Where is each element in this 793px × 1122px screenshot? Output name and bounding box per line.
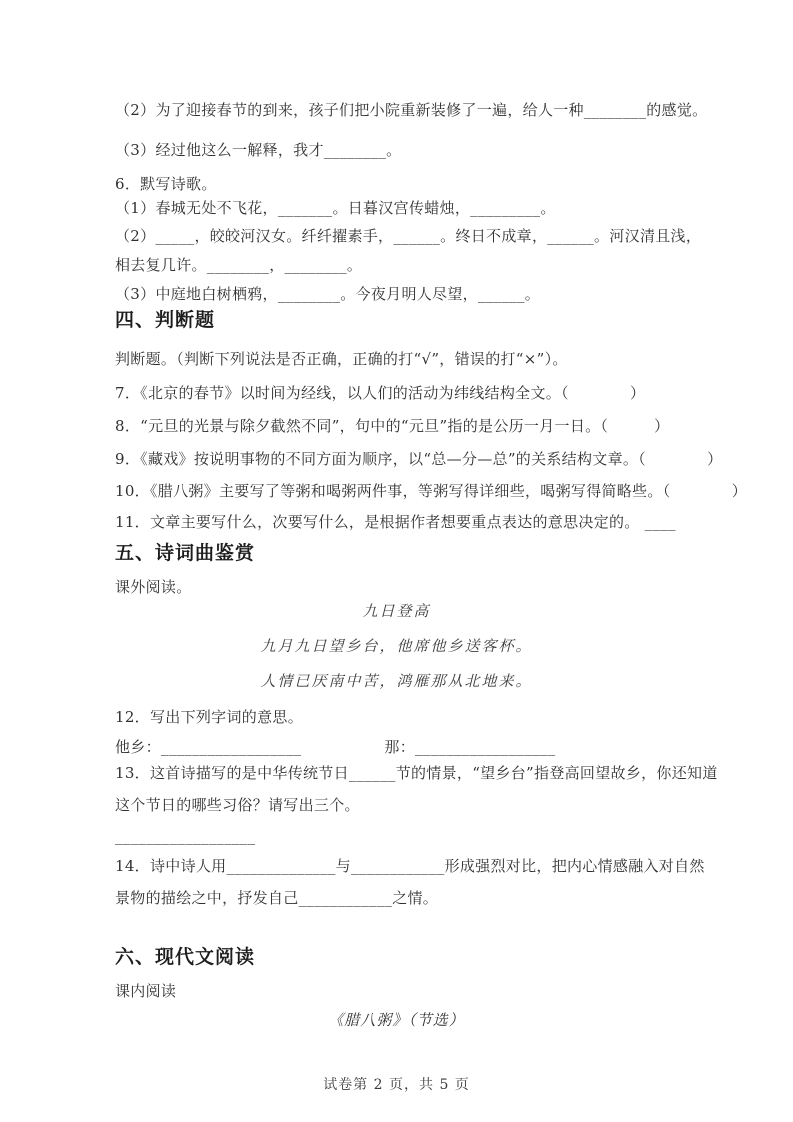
question-6-item-2-line-1: （2）_____，皎皎河汉女。纤纤擢素手，______。终日不成章，______。河汉清且浅， [115,227,702,245]
poem-title: 九日登高 [362,602,431,620]
question-5-item-3: （3）经过他这么一解释，我才________。 [115,141,402,159]
question-10: 10．《腊八粥》主要写了等粥和喝粥两件事，等粥写得详细些，喝粥写得简略些。（ ） [115,482,747,500]
question-6-stem: 6．默写诗歌。 [115,175,217,193]
question-6-item-2-line-2: 相去复几许。________，________。 [115,256,363,274]
question-9: 9．《藏戏》按说明事物的不同方面为顺序，以“总—分—总”的关系结构文章。（ ） [115,450,723,468]
extracurricular-reading-label: 课外阅读。 [115,578,192,596]
poem-line-2: 人情已厌南中苦，鸿雁那从北地来。 [260,672,533,690]
question-5-item-2: （2）为了迎接春节的到来，孩子们把小院重新装修了一遍，给人一种________的感觉。 [115,101,708,119]
question-13-line-2: 这个节日的哪些习俗？请写出三个。 [115,796,360,814]
question-8: 8．“元旦的光景与除夕截然不同”，句中的“元旦”指的是公历一月一日。（ ） [115,417,670,435]
question-6-item-1: （1）春城无处不飞花，_______。日暮汉宫传蜡烛，_________。 [115,199,556,217]
question-12-stem: 12．写出下列字词的意思。 [115,708,303,726]
in-class-reading-label: 课内阅读 [115,982,177,1000]
question-12-blank-taxiang: 他乡：__________________ [115,738,302,756]
section-6-heading: 六、现代文阅读 [115,946,256,968]
passage-title: 《腊八粥》（节选） [328,1011,465,1029]
question-14-line-2: 景物的描绘之中，抒发自己____________之情。 [115,889,439,907]
judgment-instructions: 判断题。（判断下列说法是否正确，正确的打“√”，错误的打“×”）。 [115,350,568,368]
question-12-blanks [115,737,703,757]
question-14-line-1: 14．诗中诗人用______________与____________形成强烈对比，把内心情感融入对自然 [115,857,705,875]
question-7: 7．《北京的春节》以时间为经线，以人们的活动为纬线结构全文。（ ） [115,384,646,402]
question-6-item-3: （3）中庭地白树栖鸦，________。今夜月明人尽望，______。 [115,285,541,303]
page-footer: 试卷第 2 页，共 5 页 [323,1077,470,1093]
section-4-heading: 四、判断题 [115,309,216,331]
question-12-blank-na: 那：__________________ [384,738,556,756]
section-5-heading: 五、诗词曲鉴赏 [115,542,256,564]
question-13-line-1: 13．这首诗描写的是中华传统节日______节的情景，“望乡台”指登高回望故乡，你还知道 [115,764,718,782]
question-13-answer-blank: __________________ [115,827,256,845]
question-11: 11．文章主要写什么，次要写什么，是根据作者想要重点表达的意思决定的。 ____ [115,513,676,531]
poem-line-1: 九月九日望乡台，他席他乡送客杯。 [260,637,533,655]
